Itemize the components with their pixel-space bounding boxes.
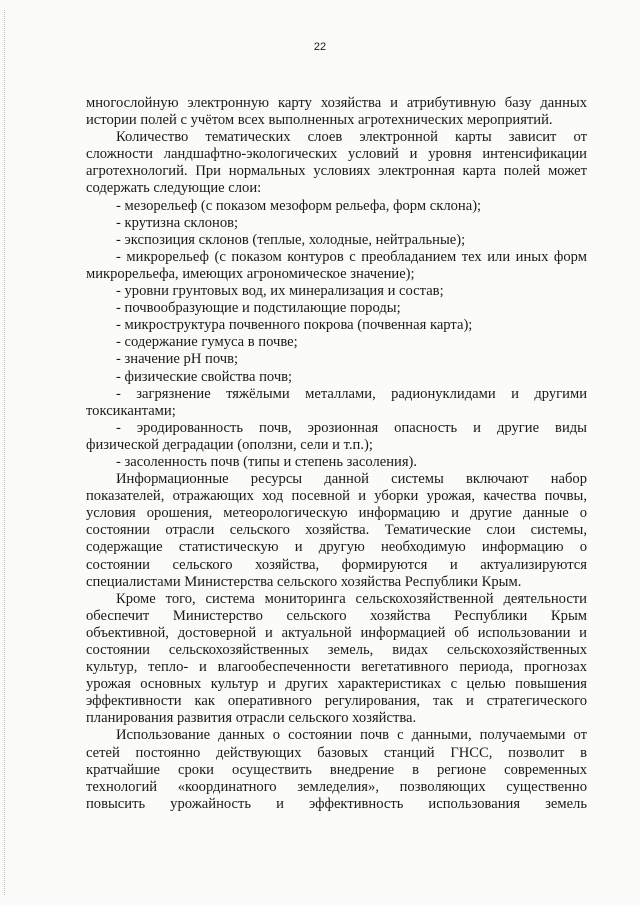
- text-line: состоянии отрасли сельского хозяйства. Тематические слои системы,: [86, 522, 587, 539]
- page-edge: [4, 10, 6, 895]
- text-line: - почвообразующие и подстилающие породы;: [116, 300, 401, 317]
- text-line: - засоленность почв (типы и степень засоления).: [116, 453, 418, 470]
- text-line: токсикантами;: [86, 402, 176, 419]
- text-line: обеспечит Министерство сельского хозяйства Республики Крым: [86, 607, 587, 624]
- text-line: Информационные ресурсы данной системы включают набор: [116, 471, 587, 488]
- text-line: - содержание гумуса в почве;: [116, 334, 298, 351]
- text-line: агротехнологий. При нормальных условиях электронная карта полей может: [86, 163, 587, 180]
- text-line: сетей постоянно действующих базовых станций ГНСС, позволит в: [86, 744, 587, 761]
- text-line: микрорельефа, имеющих агрономическое значение);: [86, 265, 415, 282]
- page-number: 22: [313, 41, 327, 53]
- text-line: содержащие статистическую и другую необходимую информацию о: [86, 539, 587, 556]
- text-line: - микроструктура почвенного покрова (почвенная карта);: [116, 317, 473, 334]
- text-line: кратчайшие сроки осуществить внедрение в регионе современных: [86, 761, 587, 778]
- text-line: - экспозиция склонов (теплые, холодные, нейтральные);: [116, 231, 466, 248]
- text-line: истории полей с учётом всех выполненных агротехнических мероприятий.: [86, 112, 553, 129]
- text-line: - крутизна склонов;: [116, 214, 239, 231]
- text-line: - физические свойства почв;: [116, 368, 293, 385]
- text-line: культур, тепло- и влагообеспеченности вегетативного периода, прогнозах: [86, 659, 587, 676]
- text-line: сложности ландшафтно-экологических условий и уровня интенсификации: [86, 146, 587, 163]
- text-line: условия орошения, метеорологическую информацию и другие данные о: [86, 505, 587, 522]
- text-line: - микрорельеф (с показом контуров с преобладанием тех или иных форм: [116, 248, 587, 265]
- text-line: многослойную электронную карту хозяйства и атрибутивную базу данных: [86, 95, 587, 111]
- document-body: [86, 95, 587, 813]
- text-line: - мезорельеф (с показом мезоформ рельефа, форм склона);: [116, 197, 482, 214]
- text-line: специалистами Министерства сельского хозяйства Республики Крым.: [86, 573, 522, 590]
- text-line: состоянии сельского хозяйства, формируются и актуализируются: [86, 556, 587, 573]
- text-line: планирования развития отрасли сельского хозяйства.: [86, 710, 417, 727]
- text-line: эффективности как оперативного регулирования, так и стратегического: [86, 693, 587, 710]
- text-line: Количество тематических слоев электронной карты зависит от: [116, 129, 587, 146]
- text-line: содержать следующие слои:: [86, 180, 262, 197]
- text-line: Использование данных о состоянии почв с данными, получаемыми от: [116, 727, 587, 744]
- text-line: - загрязнение тяжёлыми металлами, радионуклидами и другими: [116, 385, 587, 402]
- text-line: - уровни грунтовых вод, их минерализация и состав;: [116, 283, 444, 300]
- text-line: урожая основных культур и других характеристиках с целью повышения: [86, 676, 587, 693]
- text-line: технологий «координатного земледелия», позволяющих существенно: [86, 778, 587, 795]
- text-line: Кроме того, система мониторинга сельскохозяйственной деятельности: [116, 590, 587, 607]
- text-line: показателей, отражающих ход посевной и уборки урожая, качества почвы,: [86, 488, 587, 505]
- text-line: физической деградации (оползни, сели и т.п.);: [86, 436, 373, 453]
- text-line: - значение рН почв;: [116, 351, 239, 368]
- text-line: состоянии сельскохозяйственных земель, видах сельскохозяйственных: [86, 642, 587, 658]
- text-line: - эродированность почв, эрозионная опасность и другие виды: [116, 419, 587, 436]
- text-line: повысить урожайность и эффективность использования земель: [86, 795, 587, 812]
- text-line: объективной, достоверной и актуальной информацией об использовании и: [86, 624, 587, 641]
